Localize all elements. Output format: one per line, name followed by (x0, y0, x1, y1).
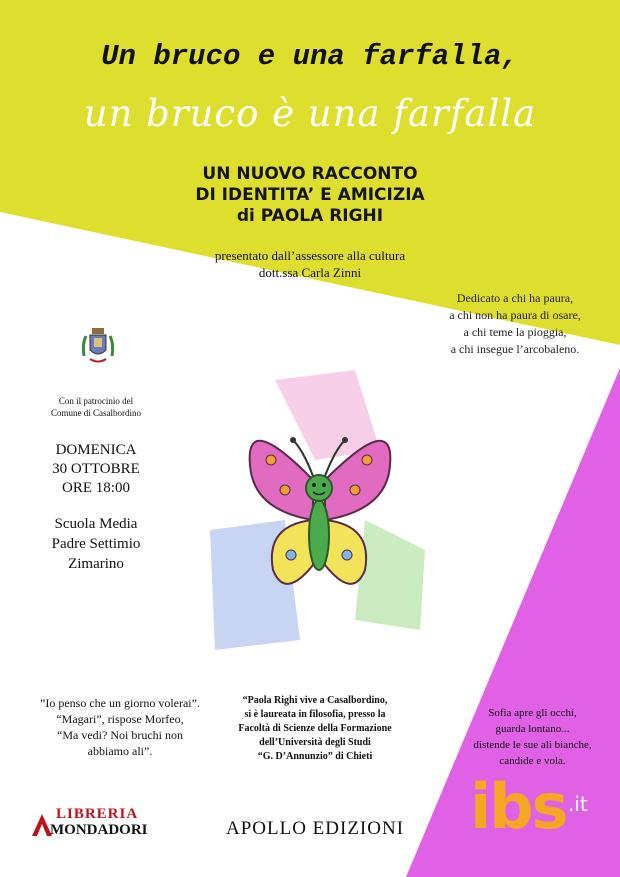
venue-line: Padre Settimio (51, 536, 141, 552)
event-date (16, 441, 176, 498)
author-bio (220, 694, 410, 764)
sofia-line: Sofia apre gli occhi, (488, 707, 577, 719)
event-date-text: 30 OTTOBRE (52, 461, 140, 477)
quote-line: abbiamo ali”. (87, 744, 153, 758)
crest-icon (80, 326, 116, 366)
title-line-1: Un bruco e una farfalla, (101, 40, 519, 73)
event-time: ORE 18:00 (62, 480, 130, 496)
mondadori-text: MONDADORI (50, 822, 148, 838)
subtitle-line: DI IDENTITA’ E AMICIZIA (195, 185, 425, 205)
bio-line: dell’Università degli Studi (259, 737, 371, 748)
dedication-line: a chi non ha paura di osare, (449, 308, 581, 322)
subtitle (150, 164, 470, 227)
dedication-line: a chi teme la pioggia, (463, 325, 567, 339)
venue (16, 514, 176, 574)
presenter-line: presentato dall’assessore alla cultura (214, 248, 406, 263)
quote-line: “Magari”, rispose Morfeo, (56, 712, 184, 726)
patronage-line: Comune di Casalbordino (51, 408, 141, 418)
dedication-line: Dedicato a chi ha paura, (456, 291, 574, 305)
bio-line: si è laureata in filosofia, presso la (244, 709, 386, 720)
venue-line: Zimarino (68, 556, 124, 572)
sofia-line: guarda lontano... (495, 723, 570, 735)
bio-line: “G. D’Annunzio” di Chieti (257, 751, 373, 762)
venue-line: Scuola Media (54, 516, 138, 532)
bio-line: Facoltà di Scienze della Formazione (238, 723, 392, 734)
quote-line: ”Io penso che un giorno volerai”. (40, 696, 200, 710)
sofia-line: distende le sue ali bianche, (473, 739, 592, 751)
sofia-excerpt (450, 705, 615, 769)
event-day: DOMENICA (55, 442, 137, 458)
ibs-logo (470, 770, 610, 850)
patronage (16, 395, 176, 419)
sofia-line: candide e vola. (499, 755, 566, 767)
butterfly-illustration (205, 370, 430, 660)
story-quote (20, 695, 220, 759)
subtitle-line: UN NUOVO RACCONTO (202, 164, 418, 184)
ibs-text: ibs (470, 770, 567, 843)
ibs-suffix: .it (568, 792, 588, 816)
subtitle-line: di PAOLA RIGHI (236, 206, 384, 226)
dedication-line: a chi insegue l’arcobaleno. (450, 342, 580, 356)
bio-line: “Paola Righi vive a Casalbordino, (242, 695, 388, 706)
libreria-text: LIBRERIA (56, 806, 139, 822)
dedication (410, 290, 620, 358)
quote-line: “Ma vedi? Noi bruchi non (57, 728, 183, 742)
apollo-edizioni-logo: APOLLO EDIZIONI (225, 818, 405, 839)
presenter-line: dott.ssa Carla Zinni (258, 265, 362, 280)
patronage-line: Con il patrocinio del (58, 396, 134, 406)
presenter (150, 247, 470, 281)
title-line-2: un bruco è una farfalla (83, 92, 537, 135)
